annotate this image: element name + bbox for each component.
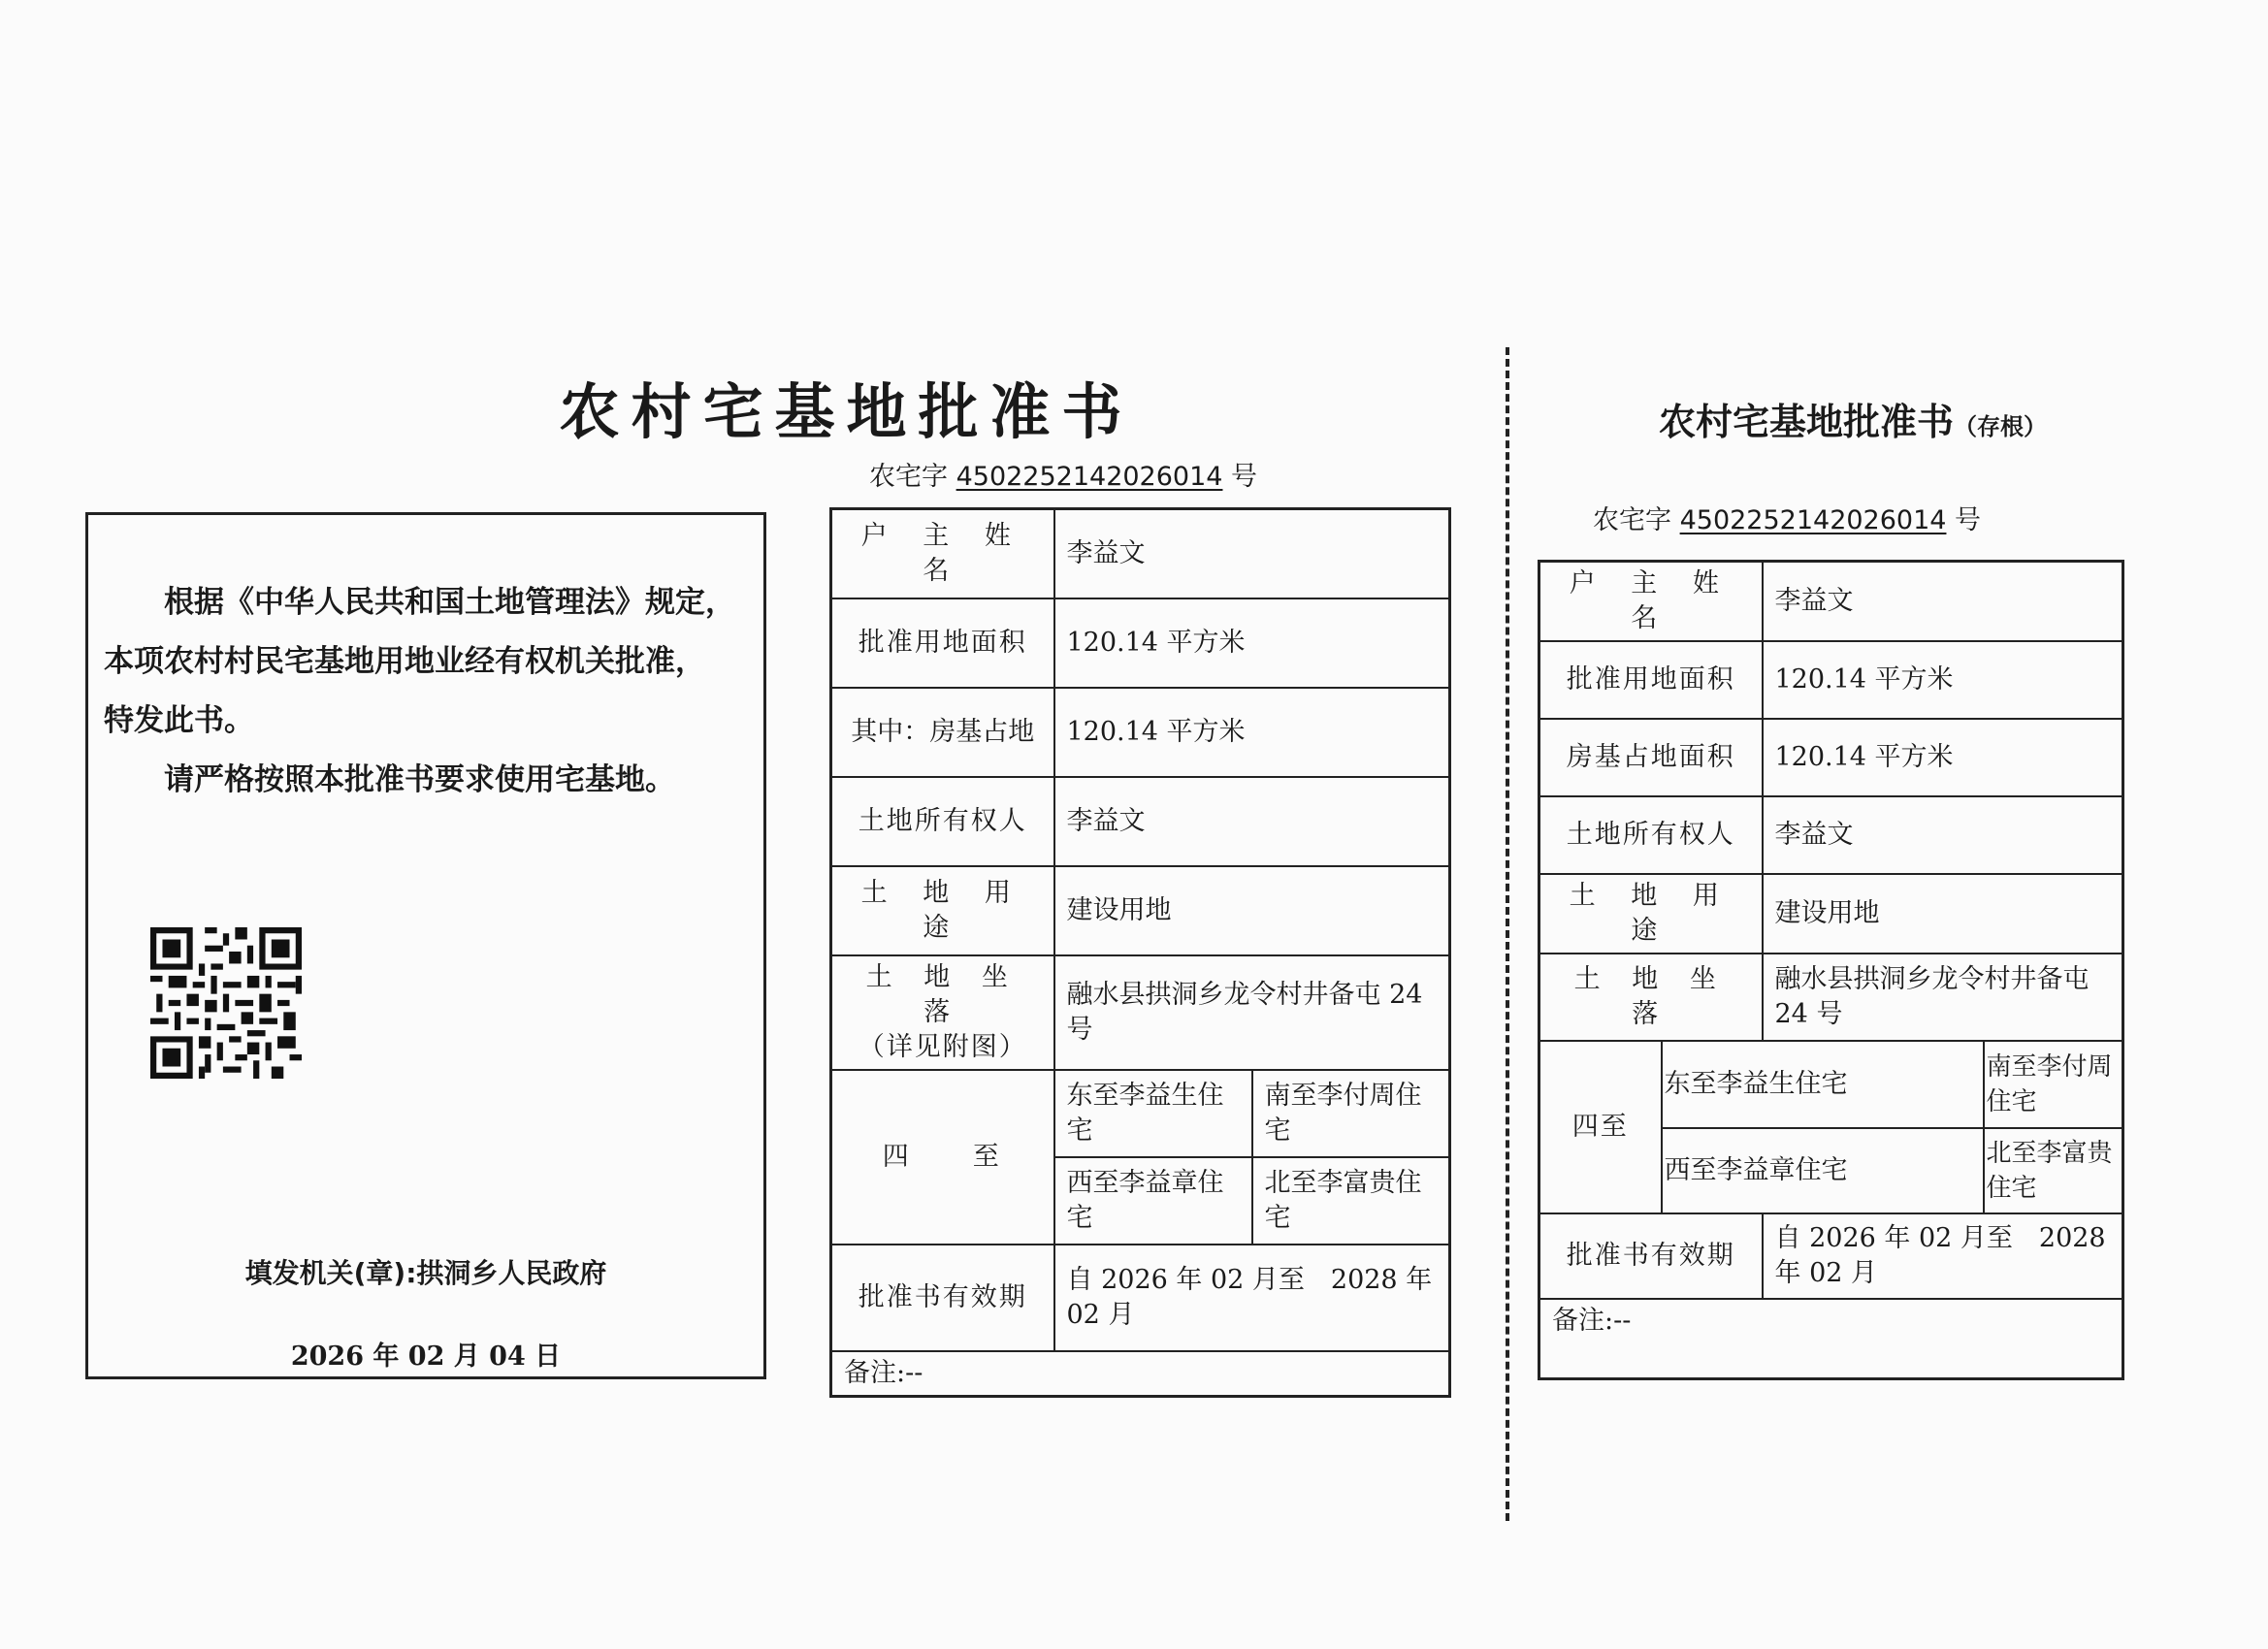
stub-title-suffix: （存根） [1954,413,2048,440]
main-cert-number-line [869,455,1257,493]
notice-box [85,512,766,1379]
house-value: 120.14 平方米 [1054,688,1450,777]
stub-landowner-label: 土地所有权人 [1539,796,1763,874]
area-value: 120.14 平方米 [1054,598,1450,688]
stub-title: 农村宅基地批准书 [1659,401,1955,443]
house-label: 其中：房基占地 [831,688,1054,777]
stub-owner-label: 户 主 姓 名 [1539,562,1763,642]
bounds-label: 四 至 [831,1070,1054,1245]
stub-validity-label: 批准书有效期 [1539,1213,1763,1299]
stub-cert-prefix: 农宅字 [1593,505,1671,535]
stub-house-label: 房基占地面积 [1539,719,1763,796]
stub-use-label: 土 地 用 途 [1539,874,1763,954]
notice-line-1: 根据《中华人民共和国土地管理法》规定， [164,585,735,620]
north-bound: 北至李富贵住宅 [1252,1157,1450,1245]
south-bound: 南至李付周住宅 [1252,1070,1450,1157]
stub-note: 备注:-- [1539,1299,2123,1378]
owner-label: 户 主 姓 名 [831,509,1054,598]
use-label: 土 地 用 途 [831,866,1054,955]
use-value: 建设用地 [1054,866,1450,955]
notice-line-4: 请严格按照本批准书要求使用宅基地。 [164,762,675,797]
issuer: 填发机关(章):拱洞乡人民政府 [244,1257,607,1289]
stub-title-line [1659,392,2202,445]
landowner-label: 土地所有权人 [831,777,1054,866]
location-label-cell [831,955,1054,1070]
east-bound: 东至李益生住宅 [1054,1070,1252,1157]
west-bound: 西至李益章住宅 [1054,1157,1252,1245]
owner-value: 李益文 [1054,509,1450,598]
stub-cert-suffix: 号 [1955,505,1982,535]
location-label: 土 地 坐 落 [865,961,1020,1027]
stub-area-label: 批准用地面积 [1539,641,1763,719]
stub-east-bound: 东至李益生住宅 [1662,1041,1984,1128]
stub-north-bound: 北至李富贵住宅 [1984,1128,2123,1213]
notice-line-2: 本项农村村民宅基地用地业经有权机关批准， [104,644,705,679]
stub-use-value: 建设用地 [1763,874,2123,954]
stub-landowner-value: 李益文 [1763,796,2123,874]
landowner-value: 李益文 [1054,777,1450,866]
stub-cert-number-line [1593,499,1981,536]
stub-cert-number: 4502252142026014 [1679,505,1947,535]
cert-suffix: 号 [1231,462,1258,492]
stub-area-value: 120.14 平方米 [1763,641,2123,719]
stub-south-bound: 南至李付周住宅 [1984,1041,2123,1128]
stub-house-value: 120.14 平方米 [1763,719,2123,796]
stub-validity-value: 自 2026 年 02 月至 2028 年 02 月 [1763,1213,2123,1299]
cert-prefix: 农宅字 [869,462,948,492]
stub-info-table [1538,560,2124,1380]
validity-value: 自 2026 年 02 月至 2028 年 02 月 [1054,1245,1450,1351]
perforation-divider [1506,347,1509,1521]
stub-owner-value: 李益文 [1763,562,2123,642]
stub-bounds-label: 四至 [1539,1041,1662,1213]
qr-code-icon [150,927,302,1079]
stub-location-value: 融水县拱洞乡龙令村井备屯 24 号 [1763,954,2123,1041]
stub-location-label: 土 地 坐 落 [1539,954,1763,1041]
validity-label: 批准书有效期 [831,1245,1054,1351]
notice-line-3: 特发此书。 [104,703,254,738]
stub-west-bound: 西至李益章住宅 [1662,1128,1984,1213]
area-label: 批准用地面积 [831,598,1054,688]
main-info-table [829,507,1451,1398]
note: 备注:-- [831,1351,1450,1397]
main-title: 农村宅基地批准书 [559,376,1134,447]
location-value: 融水县拱洞乡龙令村井备屯 24 号 [1054,955,1450,1070]
location-sub-label: （详见附图） [858,1031,1027,1062]
cert-number: 4502252142026014 [956,462,1223,492]
issue-date: 2026 年 02 月 04 日 [290,1342,562,1372]
